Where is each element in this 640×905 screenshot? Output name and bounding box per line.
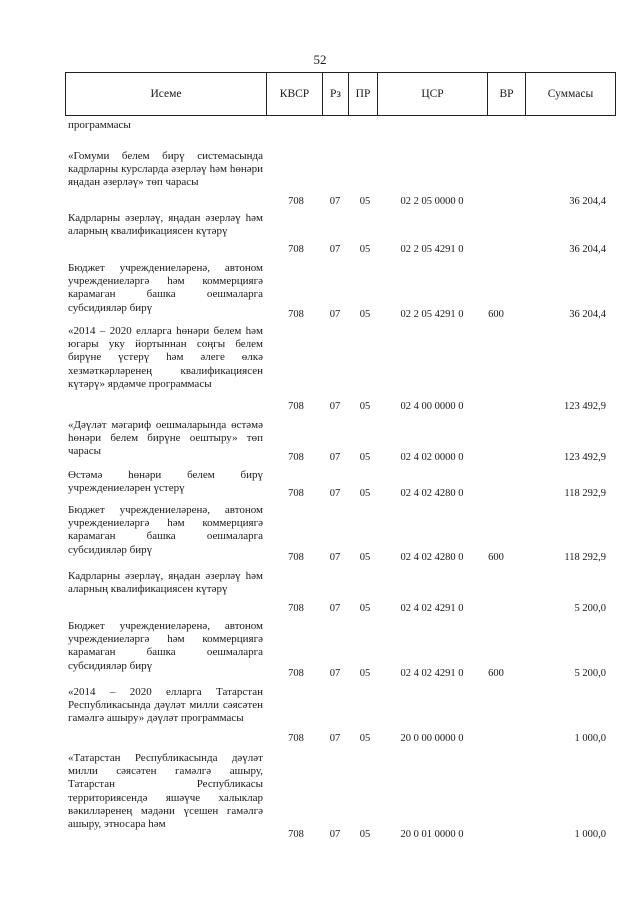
row-kvsr: 708 <box>288 733 304 744</box>
row-kvsr: 708 <box>288 452 304 463</box>
row-pr: 05 <box>359 733 371 744</box>
row-pr: 05 <box>359 552 371 563</box>
row-kvsr: 708 <box>288 552 304 563</box>
row-csr: 02 2 05 0000 0 <box>400 196 464 207</box>
row-description: «Дәүләт мәгариф оешмаларында өстәмә һөнәри белем бирүне оештыру» төп чарасы <box>68 419 263 458</box>
row-description: Бюджет учреждениеләренә, автоном учреждениеләргә һәм коммерциягә карамаган башка оешмаларга субсидияләр бирү <box>68 262 263 314</box>
row-sum: 123 492,9 <box>564 401 606 412</box>
row-description: «2014 – 2020 елларга Татарстан Республикасында дәүләт милли сәясәтен гамәлгә ашыру» дәүләт программасы <box>68 686 263 725</box>
row-sum: 1 000,0 <box>574 733 606 744</box>
row-kvsr: 708 <box>288 603 304 614</box>
header-sum: Суммасы <box>526 73 616 116</box>
row-kvsr: 708 <box>288 309 304 320</box>
row-description: Өстәмә һөнәри белем бирү учреждениеләрен үстерү <box>68 469 263 495</box>
row-rz: 07 <box>329 244 341 255</box>
row-pr: 05 <box>359 829 371 840</box>
row-sum: 36 204,4 <box>569 244 606 255</box>
header-name: Исеме <box>66 73 267 116</box>
row-pr: 05 <box>359 196 371 207</box>
row-description: Бюджет учреждениеләренә, автоном учреждениеләргә һәм коммерциягә карамаган башка оешмаларга субсидияләр бирү <box>68 504 263 556</box>
header-vr: ВР <box>488 73 526 116</box>
row-pr: 05 <box>359 452 371 463</box>
row-sum: 123 492,9 <box>564 452 606 463</box>
page-number: 52 <box>313 52 327 67</box>
row-sum: 118 292,9 <box>564 552 606 563</box>
row-kvsr: 708 <box>288 668 304 679</box>
row-kvsr: 708 <box>288 196 304 207</box>
row-csr: 02 2 05 4291 0 <box>400 244 464 255</box>
row-rz: 07 <box>329 668 341 679</box>
row-description: программасы <box>68 119 131 131</box>
row-csr: 02 4 02 4280 0 <box>400 488 464 499</box>
row-rz: 07 <box>329 603 341 614</box>
row-csr: 20 0 01 0000 0 <box>400 829 464 840</box>
row-kvsr: 708 <box>288 401 304 412</box>
row-csr: 02 2 05 4291 0 <box>400 309 464 320</box>
row-pr: 05 <box>359 244 371 255</box>
row-sum: 36 204,4 <box>569 309 606 320</box>
row-description: Кадрларны әзерләү, яңадан әзерләү һәм аларның квалификациясен күтәрү <box>68 570 263 596</box>
row-rz: 07 <box>329 452 341 463</box>
row-kvsr: 708 <box>288 244 304 255</box>
row-pr: 05 <box>359 668 371 679</box>
row-sum: 36 204,4 <box>569 196 606 207</box>
row-rz: 07 <box>329 401 341 412</box>
row-description: «2014 – 2020 елларга һөнәри белем һәм югары уку йортыннан соңгы белем бирүне үстерү һәм әлеге өлкә хезмәткәрләренең квалификациясен күтәрү» ярдәмче программасы <box>68 325 263 390</box>
row-pr: 05 <box>359 401 371 412</box>
row-rz: 07 <box>329 488 341 499</box>
row-csr: 02 4 02 4291 0 <box>400 603 464 614</box>
row-rz: 07 <box>329 829 341 840</box>
row-csr: 20 0 00 0000 0 <box>400 733 464 744</box>
header-csr: ЦСР <box>378 73 488 116</box>
header-pr: ПР <box>349 73 378 116</box>
row-vr: 600 <box>488 309 504 320</box>
row-rz: 07 <box>329 733 341 744</box>
row-rz: 07 <box>329 552 341 563</box>
row-csr: 02 4 02 4291 0 <box>400 668 464 679</box>
row-description: Бюджет учреждениеләренә, автоном учреждениеләргә һәм коммерциягә карамаган башка оешмаларга субсидияләр бирү <box>68 620 263 672</box>
row-sum: 118 292,9 <box>564 488 606 499</box>
row-csr: 02 4 00 0000 0 <box>400 401 464 412</box>
header-kvsr: КВСР <box>267 73 323 116</box>
row-rz: 07 <box>329 196 341 207</box>
header-rz: Рз <box>323 73 349 116</box>
row-csr: 02 4 02 4280 0 <box>400 552 464 563</box>
row-sum: 5 200,0 <box>574 603 606 614</box>
row-sum: 5 200,0 <box>574 668 606 679</box>
row-description: «Гомуми белем бирү системасында кадрларны курсларда әзерләү һәм һөнәри яңадан әзерләү» төп чарасы <box>68 150 263 189</box>
row-csr: 02 4 02 0000 0 <box>400 452 464 463</box>
row-sum: 1 000,0 <box>574 829 606 840</box>
row-vr: 600 <box>488 668 504 679</box>
row-description: «Татарстан Республикасында дәүләт милли сәясәтен гамәлгә ашыру, Татарстан Республикасы территориясендә яшәүче халыклар вәкилләренең мәдәни үсешен гамәлгә ашыру, этносара һәм <box>68 752 263 831</box>
row-pr: 05 <box>359 603 371 614</box>
row-rz: 07 <box>329 309 341 320</box>
row-kvsr: 708 <box>288 488 304 499</box>
row-kvsr: 708 <box>288 829 304 840</box>
row-vr: 600 <box>488 552 504 563</box>
row-pr: 05 <box>359 309 371 320</box>
row-pr: 05 <box>359 488 371 499</box>
row-description: Кадрларны әзерләү, яңадан әзерләү һәм аларның квалификациясен күтәрү <box>68 212 263 238</box>
